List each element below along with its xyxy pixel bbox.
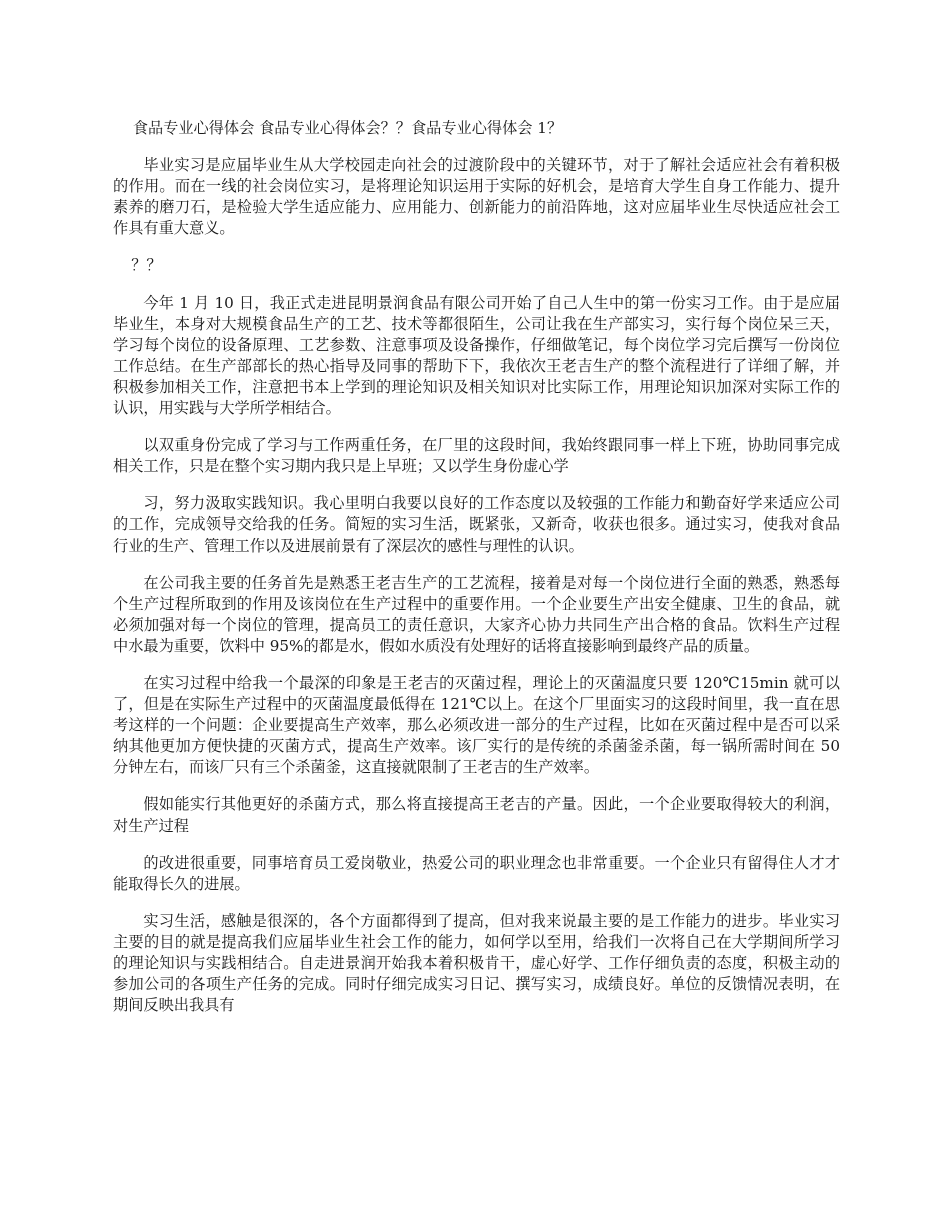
paragraph: 毕业实习是应届毕业生从大学校园走向社会的过渡阶段中的关键环节，对于了解社会适应社会有着积极的作用。而在一线的社会岗位实习，是将理论知识运用于实际的好机会，是培育大学生自身工作能力、提升素养的磨刀石，是检验大学生适应能力、应用能力、创新能力的前沿阵地，这对应届毕业生尽快适应社会工作具有重大意义。 [113,156,840,238]
paragraph: 假如能实行其他更好的杀菌方式，那么将直接提高王老吉的产量。因此，一个企业要取得较大的利润，对生产过程 [113,795,840,835]
paragraph: 今年 1 月 10 日，我正式走进昆明景润食品有限公司开始了自己人生中的第一份实习工作。由于是应届毕业生，本身对大规模食品生产的工艺、技术等都很陌生，公司让我在生产部实习，实行每个岗位呆三天，学习每个岗位的设备原理、工艺参数、注意事项及设备操作，仔细做笔记，每个岗位学习完后撰写一份岗位工作总结。在生产部部长的热心指导及同事的帮助下下，我依次王老吉生产的整个流程进行了详细了解，并积极参加相关工作，注意把书本上学到的理论知识及相关知识对比实际工作，用理论知识加深对实际工作的认识，用实践与大学所学相结合。 [113,293,840,418]
document-title: 食品专业心得体会 食品专业心得体会？？食品专业心得体会 1？ [132,119,563,137]
paragraph: 在公司我主要的任务首先是熟悉王老吉生产的工艺流程，接着是对每一个岗位进行全面的熟悉，熟悉每个生产过程所取到的作用及该岗位在生产过程中的重要作用。一个企业要生产出安全健康、卫生的食品，就必须加强对每一个岗位的管理，提高员工的责任意识，大家齐心协力共同生产出合格的食品。饮料生产过程中水最为重要，饮料中 95%的都是水，假如水质没有处理好的话将直接影响到最终产品的质量。 [113,573,840,655]
placeholder-marks: ？？ [131,256,162,275]
paragraph: 的改进很重要，同事培育员工爱岗敬业，热爱公司的职业理念也非常重要。一个企业只有留得住人才才能取得长久的进展。 [113,853,840,893]
paragraph: 在实习过程中给我一个最深的印象是王老吉的灭菌过程，理论上的灭菌温度只要 120℃15min 就可以了，但是在实际生产过程中的灭菌温度最低得在 121℃以上。在这个厂里面实习的这段时间里，我一直在思考这样的一个问题：企业要提高生产效率，那么必须改进一部分的生产过程，比如在灭菌过程中是否可以采纳其他更加方便快捷的灭菌方式，提高生产效率。该厂实行的是传统的杀菌釜杀菌，每一锅所需时间在 50 分钟左右，而该厂只有三个杀菌釜，这直接就限制了王老吉的生产效率。 [113,673,840,777]
paragraph: 实习生活，感触是很深的，各个方面都得到了提高，但对我来说最主要的是工作能力的进步。毕业实习主要的目的就是提高我们应届毕业生社会工作的能力，如何学以至用，给我们一次将自己在大学期间所学习的理论知识与实践相结合。自走进景润开始我本着积极肯干，虚心好学、工作仔细负责的态度，积极主动的参加公司的各项生产任务的完成。同时仔细完成实习日记、撰写实习，成绩良好。单位的反馈情况表明，在期间反映出我具有 [113,911,840,1015]
paragraph: 习，努力汲取实践知识。我心里明白我要以良好的工作态度以及较强的工作能力和勤奋好学来适应公司的工作，完成领导交给我的任务。简短的实习生活，既紧张，又新奇，收获也很多。通过实习，使我对食品行业的生产、管理工作以及进展前景有了深层次的感性与理性的认识。 [113,494,840,555]
paragraph: 以双重身份完成了学习与工作两重任务，在厂里的这段时间，我始终跟同事一样上下班，协助同事完成相关工作，只是在整个实习期内我只是上早班；又以学生身份虚心学 [113,436,840,476]
document-body [113,118,840,1032]
